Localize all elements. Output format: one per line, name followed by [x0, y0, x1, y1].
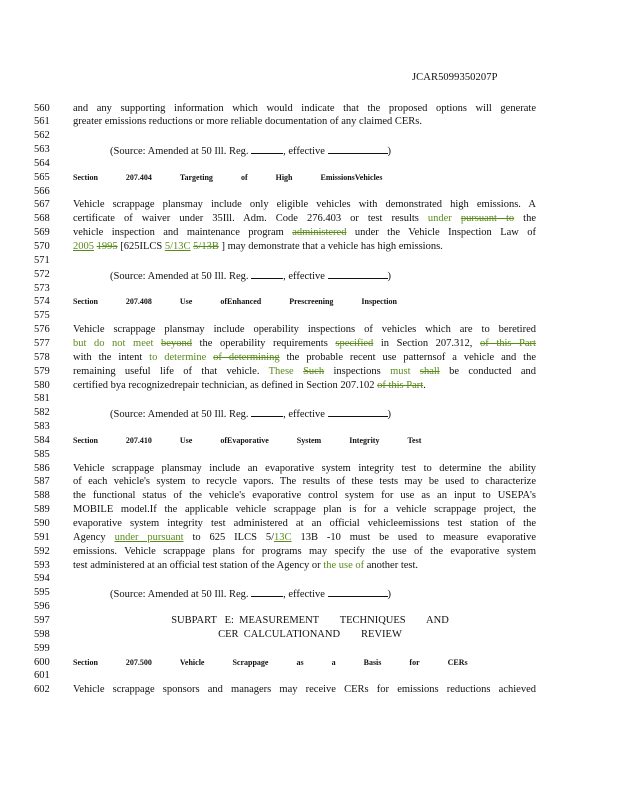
- inserted-text: 5/13C: [164, 241, 191, 252]
- text-segment: the probable recent use patternsof a vehicle and the: [279, 351, 536, 363]
- line-569: [0, 226, 618, 240]
- line-595: [0, 586, 618, 600]
- line-598: [0, 628, 618, 642]
- line-text: [73, 503, 536, 517]
- line-number: 590: [34, 518, 50, 529]
- heading-word: Targeting: [179, 172, 213, 183]
- text-segment: vehicle inspection and maintenance program: [73, 227, 293, 239]
- deleted-text: of determining: [213, 351, 280, 363]
- text-segment: certified bya recognizedrepair technician, as defined in Section 207.102: [73, 379, 378, 391]
- heading-word: 207.500: [125, 657, 152, 667]
- section-heading: [73, 433, 536, 448]
- line-577: [0, 337, 618, 351]
- register-blank: [251, 143, 283, 154]
- heading-word: Section: [73, 296, 98, 307]
- line-text: [73, 683, 536, 697]
- heading-word: Prescreening: [289, 296, 334, 307]
- line-number: 594: [34, 573, 50, 585]
- line-572: [0, 268, 618, 282]
- subpart-heading: CER CALCULATIONAND REVIEW: [218, 628, 402, 640]
- heading-word: a: [331, 657, 336, 667]
- line-number: 572: [34, 268, 50, 280]
- heading-word: Use: [179, 435, 193, 446]
- heading-word: 207.408: [125, 296, 152, 307]
- line-number: 595: [34, 587, 50, 599]
- effective-label: effective: [288, 409, 325, 421]
- line-560: [0, 102, 618, 116]
- line-text: [73, 475, 536, 489]
- inserted-text: to determine: [149, 351, 207, 363]
- line-578: [0, 351, 618, 365]
- line-565: [0, 171, 618, 185]
- line-562: [0, 129, 618, 143]
- deleted-text: of this Part: [480, 337, 536, 349]
- line-number: 601: [34, 670, 50, 682]
- line-number: 564: [34, 157, 50, 169]
- text-segment: of each vehicle's system to recycle vapors. The results of these tests may be used to characterize: [73, 476, 536, 488]
- text-segment: inspections: [324, 365, 391, 377]
- text-segment: another test.: [364, 559, 419, 571]
- source-note: (Source: Amended at 50 Ill. Reg. , effective ): [110, 143, 391, 159]
- text-segment: under the Vehicle Inspection Law of: [346, 227, 537, 239]
- heading-word: ofEnhanced: [220, 296, 262, 307]
- text-segment: .: [423, 379, 426, 391]
- effective-date-blank: [328, 406, 388, 417]
- line-number: 589: [34, 504, 50, 516]
- heading-word: System: [296, 435, 322, 446]
- line-number: 599: [34, 642, 50, 654]
- line-581: [0, 392, 618, 406]
- text-segment: MOBILE model.If the applicable vehicle scrappage plan is for a vehicle scrappage project, the: [73, 504, 536, 516]
- line-number: 588: [34, 490, 50, 502]
- register-blank: [251, 406, 283, 417]
- source-text: (Source: Amended at 50 Ill. Reg.: [110, 146, 252, 158]
- heading-word: Scrappage: [232, 657, 269, 667]
- line-number: 577: [34, 337, 50, 349]
- text-segment: Vehicle scrappage plansmay include operability inspections of vehicles which are to beretired: [73, 324, 536, 336]
- line-582: [0, 406, 618, 420]
- line-text: [73, 198, 536, 212]
- inserted-text: the use of: [323, 559, 365, 571]
- line-number: 596: [34, 601, 50, 613]
- line-text: [73, 115, 536, 129]
- source-note: (Source: Amended at 50 Ill. Reg. , effective ): [110, 268, 391, 284]
- effective-date-blank: [328, 586, 388, 597]
- effective-label: effective: [288, 270, 325, 282]
- line-566: [0, 185, 618, 199]
- heading-word: Basis: [363, 657, 382, 667]
- source-note: (Source: Amended at 50 Ill. Reg. , effective ): [110, 586, 391, 602]
- line-text: [73, 545, 536, 559]
- line-number: 593: [34, 559, 50, 571]
- line-561: [0, 115, 618, 129]
- text-segment: [625ILCS: [117, 241, 165, 252]
- line-number: 569: [34, 227, 50, 239]
- effective-label: effective: [288, 146, 325, 158]
- deleted-text: pursuant to: [460, 213, 515, 225]
- effective-date-blank: [328, 143, 388, 154]
- line-600: [0, 656, 618, 670]
- line-number: 579: [34, 365, 50, 377]
- text-segment: 13B -10 must be used to measure evaporative: [291, 531, 536, 543]
- line-590: [0, 517, 618, 531]
- deleted-text: beyond: [161, 337, 192, 349]
- line-588: [0, 489, 618, 503]
- heading-word: 207.404: [125, 172, 152, 183]
- deleted-text: specified: [335, 337, 374, 349]
- line-number: 578: [34, 351, 50, 363]
- line-number: 570: [34, 241, 50, 252]
- inserted-text: under pursuant: [114, 531, 184, 543]
- text-segment: the: [514, 213, 536, 225]
- text-segment: to 625 ILCS 5/: [183, 531, 275, 543]
- inserted-text: must: [390, 365, 411, 377]
- text-segment: be conducted and: [439, 365, 537, 377]
- line-575: [0, 309, 618, 323]
- line-596: [0, 600, 618, 614]
- source-text: (Source: Amended at 50 Ill. Reg.: [110, 409, 252, 421]
- line-text: [73, 379, 536, 393]
- line-594: [0, 572, 618, 586]
- heading-word: EmissionsVehicles: [320, 172, 383, 183]
- register-blank: [251, 268, 283, 279]
- line-563: [0, 143, 618, 157]
- line-text: [73, 226, 536, 240]
- line-601: [0, 669, 618, 683]
- heading-word: Use: [179, 296, 193, 307]
- line-text: [73, 531, 536, 545]
- line-text: [73, 365, 536, 379]
- source-note: (Source: Amended at 50 Ill. Reg. , effective ): [110, 406, 391, 422]
- line-number: 591: [34, 531, 50, 543]
- text-segment: [294, 366, 303, 377]
- deleted-text: 1995: [96, 241, 118, 252]
- text-segment: certificate of waiver under 35Ill. Adm. Code 276.403 or test results: [73, 213, 428, 225]
- register-blank: [251, 586, 283, 597]
- text-segment: remaining useful life of that vehicle.: [73, 365, 269, 377]
- text-segment: in Section 207.312,: [373, 337, 480, 349]
- heading-word: CERs: [447, 657, 468, 667]
- line-number: 563: [34, 144, 50, 156]
- line-574: [0, 295, 618, 309]
- line-number: 586: [34, 462, 50, 474]
- line-number: 565: [34, 171, 50, 183]
- heading-word: 207.410: [125, 435, 152, 446]
- heading-word: High: [275, 172, 293, 183]
- line-579: [0, 365, 618, 379]
- inserted-text: 2005: [73, 241, 94, 252]
- line-text: [73, 102, 536, 116]
- line-number: 581: [34, 393, 50, 405]
- text-segment: [410, 366, 419, 377]
- line-number: 585: [34, 448, 50, 460]
- line-text: [73, 337, 536, 351]
- line-number: 587: [34, 476, 50, 488]
- effective-label: effective: [288, 589, 325, 601]
- line-number: 584: [34, 434, 50, 446]
- document-code: JCAR5099350207P: [412, 72, 498, 83]
- subpart-heading: SUBPART E: MEASUREMENT TECHNIQUES AND: [171, 614, 449, 626]
- line-568: [0, 212, 618, 226]
- line-number: 576: [34, 324, 50, 336]
- inserted-text: under: [427, 213, 461, 225]
- heading-word: Vehicle: [179, 657, 205, 667]
- heading-word: Inspection: [361, 296, 397, 307]
- line-591: [0, 531, 618, 545]
- text-segment: Vehicle scrappage sponsors and managers may receive CERs for emissions reductions achieved: [73, 684, 536, 696]
- text-segment: and any supporting information which would indicate that the proposed options will generate: [73, 102, 536, 114]
- line-text: [73, 351, 536, 365]
- text-segment: the operability requirements: [191, 337, 336, 349]
- line-number: 582: [34, 407, 50, 419]
- deleted-text: 5/13B: [193, 241, 219, 252]
- line-602: [0, 683, 618, 697]
- line-number: 561: [34, 116, 50, 128]
- section-heading: [73, 655, 536, 670]
- source-text: (Source: Amended at 50 Ill. Reg.: [110, 270, 252, 282]
- line-587: [0, 475, 618, 489]
- line-597: [0, 614, 618, 628]
- line-number: 600: [34, 656, 50, 668]
- line-599: [0, 642, 618, 656]
- heading-word: Section: [73, 657, 98, 667]
- line-586: [0, 462, 618, 476]
- section-heading: [73, 170, 536, 185]
- line-564: [0, 157, 618, 171]
- text-segment: evaporative system integrity test administered at an official vehicleemissions test station of the: [73, 518, 536, 529]
- heading-word: Section: [73, 172, 98, 183]
- heading-word: for: [409, 657, 420, 667]
- effective-date-blank: [328, 268, 388, 279]
- line-text: [73, 517, 536, 531]
- inserted-text: These: [268, 365, 294, 377]
- line-592: [0, 545, 618, 559]
- text-segment: emissions. Vehicle scrappage plans for programs may specify the use of the evaporative system: [73, 545, 536, 557]
- line-number: 571: [34, 254, 50, 266]
- heading-word: Section: [73, 435, 98, 446]
- text-segment: ] may demonstrate that a vehicle has high emissions.: [218, 241, 443, 252]
- line-number: 560: [34, 102, 50, 114]
- text-segment: Vehicle scrappage plansmay include only eligible vehicles with demonstrated high emissions. A: [73, 199, 536, 211]
- line-number: 568: [34, 213, 50, 225]
- section-heading: [73, 295, 536, 310]
- line-585: [0, 448, 618, 462]
- inserted-text: but do not meet: [73, 337, 154, 349]
- line-number: 583: [34, 421, 50, 433]
- line-number: 592: [34, 545, 50, 557]
- line-570: [0, 240, 618, 254]
- deleted-text: of this Part: [377, 379, 424, 391]
- text-segment: test administered at an official test station of the Agency or: [73, 559, 324, 571]
- line-number: 575: [34, 310, 50, 322]
- line-584: [0, 434, 618, 448]
- text-segment: greater emissions reductions or more reliable documentation of any claimed CERs.: [73, 116, 423, 128]
- heading-word: Integrity: [349, 435, 380, 446]
- heading-word: as: [296, 657, 304, 667]
- heading-word: ofEvaporative: [220, 435, 269, 446]
- heading-word: of: [240, 172, 248, 183]
- line-number: 598: [34, 628, 50, 640]
- line-number: 597: [34, 614, 50, 626]
- line-number: 566: [34, 185, 50, 197]
- text-segment: the functional status of the vehicle's evaporative control system for use as an input to USEPA's: [73, 490, 536, 502]
- line-number: 602: [34, 684, 50, 696]
- source-text: (Source: Amended at 50 Ill. Reg.: [110, 589, 252, 601]
- line-593: [0, 559, 618, 573]
- line-580: [0, 379, 618, 393]
- line-576: [0, 323, 618, 337]
- line-text: [73, 559, 536, 573]
- line-number: 562: [34, 130, 50, 142]
- text-segment: Vehicle scrappage plansmay include an evaporative system integrity test to determine the ability: [73, 462, 536, 474]
- line-text: [73, 212, 536, 226]
- line-583: [0, 420, 618, 434]
- inserted-text: 13C: [274, 531, 292, 543]
- text-segment: with the intent: [73, 351, 150, 363]
- line-567: [0, 198, 618, 212]
- line-589: [0, 503, 618, 517]
- line-571: [0, 254, 618, 268]
- deleted-text: Such: [303, 365, 325, 377]
- line-number: 574: [34, 296, 50, 308]
- text-segment: [153, 338, 161, 349]
- deleted-text: administered: [292, 227, 347, 239]
- line-text: [73, 462, 536, 476]
- line-number: 567: [34, 199, 50, 211]
- text-segment: Agency: [73, 531, 115, 543]
- line-number: 580: [34, 379, 50, 391]
- heading-word: Test: [407, 435, 422, 446]
- line-number: 573: [34, 282, 50, 294]
- deleted-text: shall: [419, 365, 440, 377]
- line-text: [73, 323, 536, 337]
- line-text: [73, 240, 536, 254]
- line-text: [73, 489, 536, 503]
